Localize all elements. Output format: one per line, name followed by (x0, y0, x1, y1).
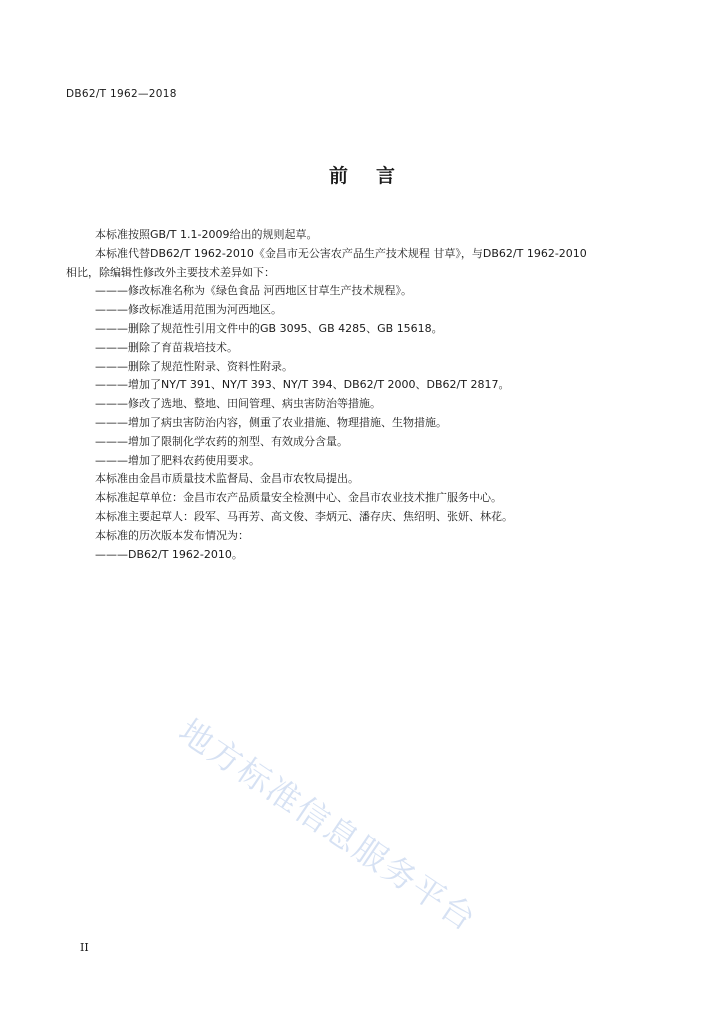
list-item: ———修改标准适用范围为河西地区。 (95, 303, 282, 317)
page-number: II (80, 941, 89, 954)
paragraph-drafting-rules: 本标准按照GB/T 1.1-2009给出的规则起草。 (95, 228, 318, 241)
watermark-text: 地方标准信息服务平台 (171, 710, 484, 940)
list-item: ———增加了NY/T 391、NY/T 393、NY/T 394、DB62/T 2000、DB62/T 2817。 (95, 378, 510, 392)
document-body (66, 226, 646, 564)
paragraph-drafters: 本标准主要起草人：段军、马再芳、高文俊、李炳元、潘存庆、焦绍明、张妍、林花。 (95, 509, 513, 523)
paragraph-replacement-continued: 相比，除编辑性修改外主要技术差异如下： (66, 265, 275, 279)
document-code: DB62/T 1962—2018 (66, 88, 177, 100)
list-item: ———删除了育苗栽培技术。 (95, 340, 238, 354)
paragraph-replacement: 本标准代替DB62/T 1962-2010《金昌市无公害农产品生产技术规程 甘草》，与DB62/T 1962-2010 (95, 246, 587, 260)
list-item: ———增加了肥料农药使用要求。 (95, 453, 260, 467)
list-item: ———增加了限制化学农药的剂型、有效成分含量。 (95, 434, 348, 448)
page-title: 前言 (328, 165, 423, 187)
paragraph-drafting-units: 本标准起草单位：金昌市农产品质量安全检测中心、金昌市农业技术推广服务中心。 (95, 491, 502, 505)
paragraph-proposer: 本标准由金昌市质量技术监督局、金昌市农牧局提出。 (95, 472, 359, 486)
list-item: ———删除了规范性附录、资料性附录。 (95, 359, 293, 373)
list-item: ———删除了规范性引用文件中的GB 3095、GB 4285、GB 15618。 (95, 321, 443, 335)
list-item: ———修改标准名称为《绿色食品 河西地区甘草生产技术规程》。 (95, 284, 412, 298)
list-item: ———DB62/T 1962-2010。 (95, 547, 243, 561)
paragraph-version-history: 本标准的历次版本发布情况为： (95, 528, 249, 542)
list-item: ———修改了选地、整地、田间管理、病虫害防治等措施。 (95, 397, 381, 411)
list-item: ———增加了病虫害防治内容，侧重了农业措施、物理措施、生物措施。 (95, 415, 447, 429)
